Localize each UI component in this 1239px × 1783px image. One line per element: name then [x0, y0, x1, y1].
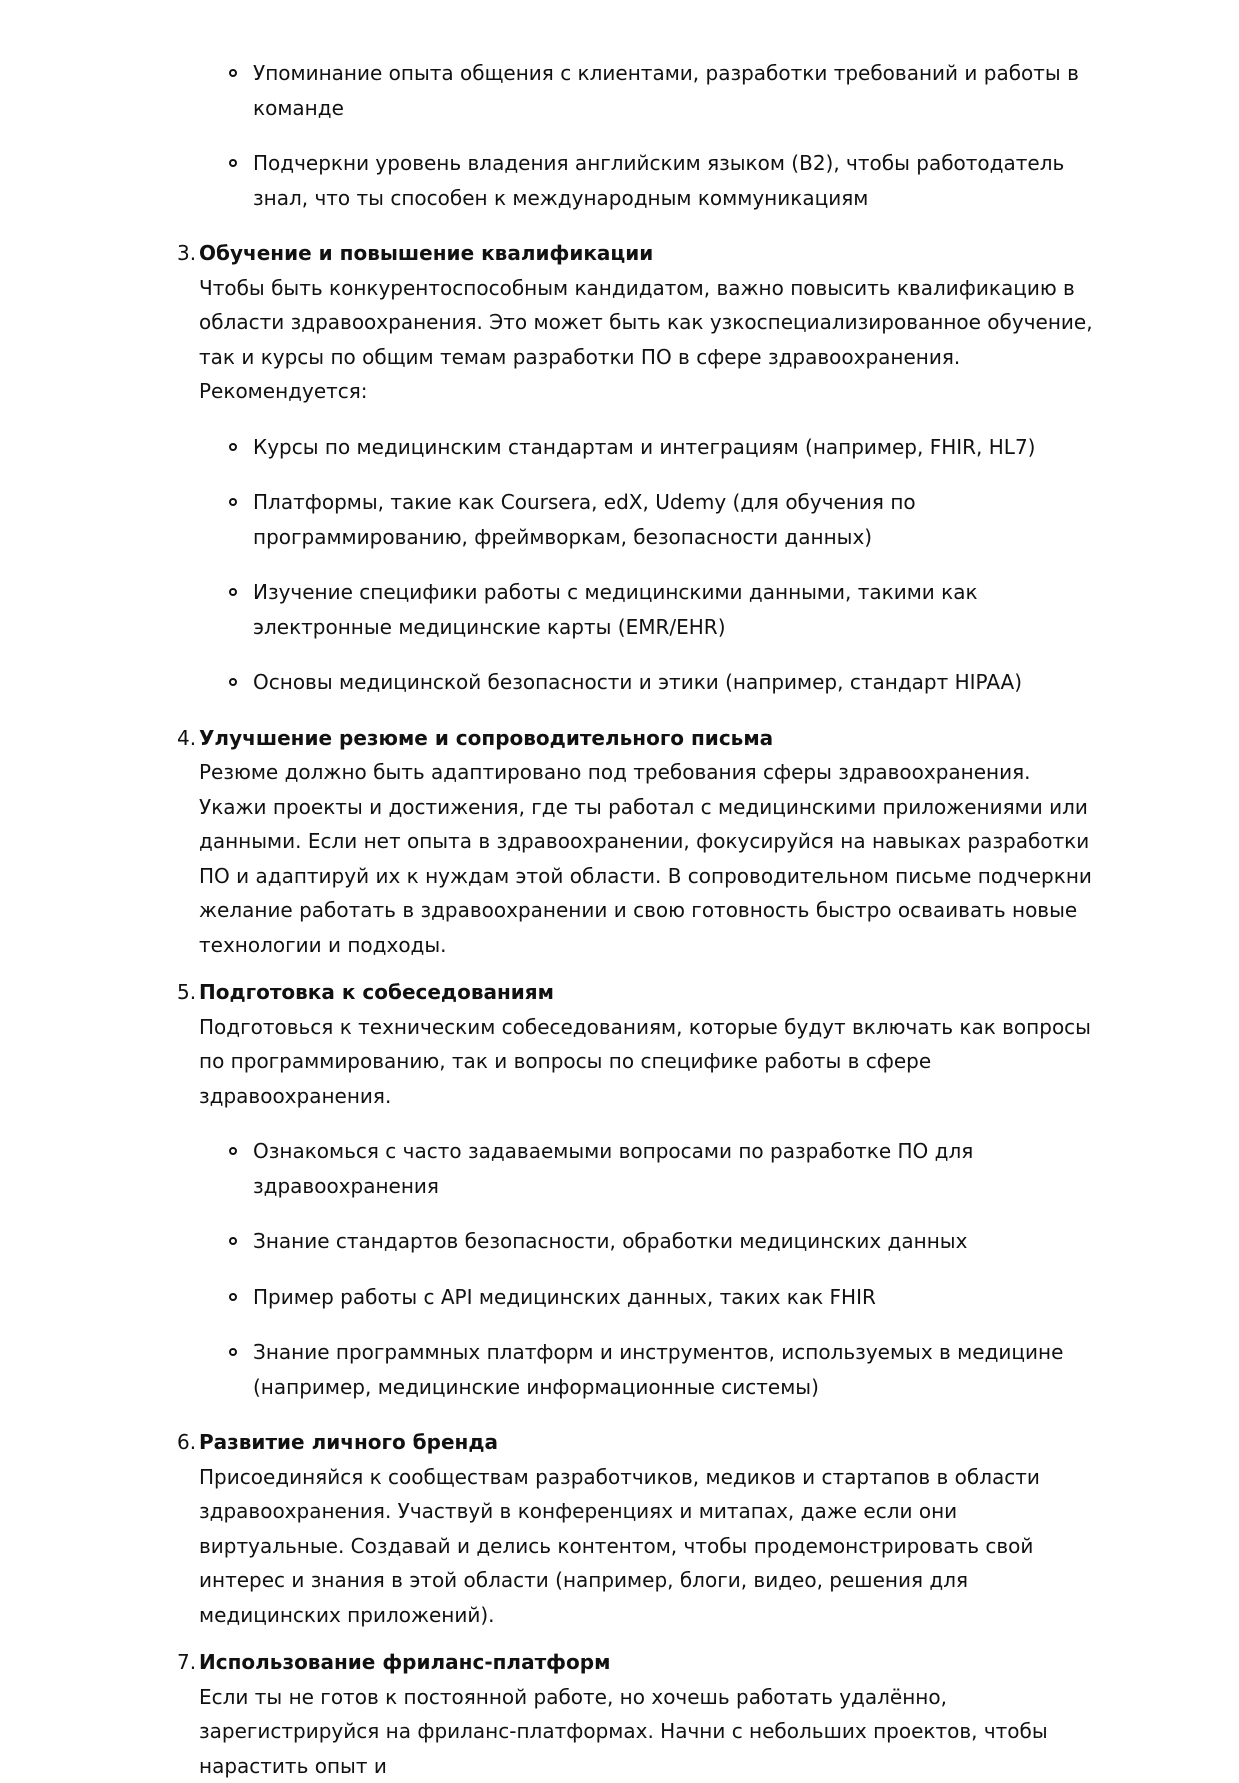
section-title: Использование фриланс-платформ	[199, 1645, 1099, 1680]
section-7	[0, 1645, 1239, 1783]
section-title: Улучшение резюме и сопроводительного письма	[199, 721, 1099, 756]
list-item	[0, 146, 1239, 215]
continued-sub-list	[0, 56, 1239, 215]
list-item-text: Изучение специфики работы с медицинскими данными, такими как электронные медицинские карты (EMR/EHR)	[253, 580, 978, 639]
section-body: Подготовься к техническим собеседованиям, которые будут включать как вопросы по программированию, так и вопросы по специфике работы в сфере здравоохранения.	[199, 1010, 1099, 1114]
list-item-text: Знание стандартов безопасности, обработки медицинских данных	[253, 1229, 967, 1253]
document	[0, 56, 1239, 1783]
section-sub-list	[199, 1134, 1099, 1404]
list-item-text: Курсы по медицинским стандартам и интеграциям (например, FHIR, HL7)	[253, 435, 1035, 459]
list-item-text: Подчеркни уровень владения английским языком (B2), чтобы работодатель знал, что ты способен к международным коммуникациям	[253, 151, 1064, 210]
section-body-note: Рекомендуется:	[199, 374, 1099, 409]
list-item-text: Платформы, такие как Coursera, edX, Udemy (для обучения по программированию, фреймворкам, безопасности данных)	[253, 490, 916, 549]
list-item	[199, 430, 1099, 465]
circle-bullet-icon	[229, 1147, 237, 1155]
circle-bullet-icon	[229, 1293, 237, 1301]
section-title: Подготовка к собеседованиям	[199, 975, 1099, 1010]
list-item	[199, 1280, 1099, 1315]
section-number: 4.	[177, 721, 196, 756]
section-5	[0, 975, 1239, 1404]
section-3	[0, 236, 1239, 700]
section-sub-list	[199, 430, 1099, 700]
section-body: Присоединяйся к сообществам разработчиков, медиков и стартапов в области здравоохранения. Участвуй в конференциях и митапах, даже если они виртуальные. Создавай и делись контентом, чтобы продемонстрировать свой интерес и знания в этой области (например, блоги, видео, решения для медицинских приложений).	[199, 1460, 1099, 1633]
section-number: 3.	[177, 236, 196, 271]
section-6	[0, 1425, 1239, 1632]
section-number: 5.	[177, 975, 196, 1010]
list-item	[199, 1335, 1099, 1404]
section-number: 6.	[177, 1425, 196, 1460]
circle-bullet-icon	[229, 498, 237, 506]
circle-bullet-icon	[229, 1348, 237, 1356]
list-item-text: Знание программных платформ и инструментов, используемых в медицине (например, медицинские информационные системы)	[253, 1340, 1063, 1399]
circle-bullet-icon	[229, 443, 237, 451]
section-body: Чтобы быть конкурентоспособным кандидатом, важно повысить квалификацию в области здравоохранения. Это может быть как узкоспециализированное обучение, так и курсы по общим темам разработки ПО в сфере здравоохранения.	[199, 271, 1099, 375]
section-body: Если ты не готов к постоянной работе, но хочешь работать удалённо, зарегистрируйся на фриланс-платформах. Начни с небольших проектов, чтобы нарастить опыт и	[199, 1680, 1099, 1783]
section-title: Обучение и повышение квалификации	[199, 236, 1099, 271]
list-item	[199, 575, 1099, 644]
section-4	[0, 721, 1239, 963]
list-item-text: Упоминание опыта общения с клиентами, разработки требований и работы в команде	[253, 61, 1079, 120]
list-item-text: Пример работы с API медицинских данных, таких как FHIR	[253, 1285, 876, 1309]
list-item-text: Ознакомься с часто задаваемыми вопросами по разработке ПО для здравоохранения	[253, 1139, 973, 1198]
section-title: Развитие личного бренда	[199, 1425, 1099, 1460]
section-body: Резюме должно быть адаптировано под требования сферы здравоохранения. Укажи проекты и достижения, где ты работал с медицинскими приложениями или данными. Если нет опыта в здравоохранении, фокусируйся на навыках разработки ПО и адаптируй их к нуждам этой области. В сопроводительном письме подчеркни желание работать в здравоохранении и свою готовность быстро осваивать новые технологии и подходы.	[199, 755, 1099, 962]
list-item	[199, 665, 1099, 700]
list-item	[199, 1224, 1099, 1259]
circle-bullet-icon	[229, 588, 237, 596]
list-item	[199, 485, 1099, 554]
circle-bullet-icon	[229, 678, 237, 686]
circle-bullet-icon	[229, 1237, 237, 1245]
circle-bullet-icon	[229, 69, 237, 77]
circle-bullet-icon	[229, 159, 237, 167]
list-item-text: Основы медицинской безопасности и этики (например, стандарт HIPAA)	[253, 670, 1022, 694]
section-number: 7.	[177, 1645, 196, 1680]
list-item	[0, 56, 1239, 125]
list-item	[199, 1134, 1099, 1203]
